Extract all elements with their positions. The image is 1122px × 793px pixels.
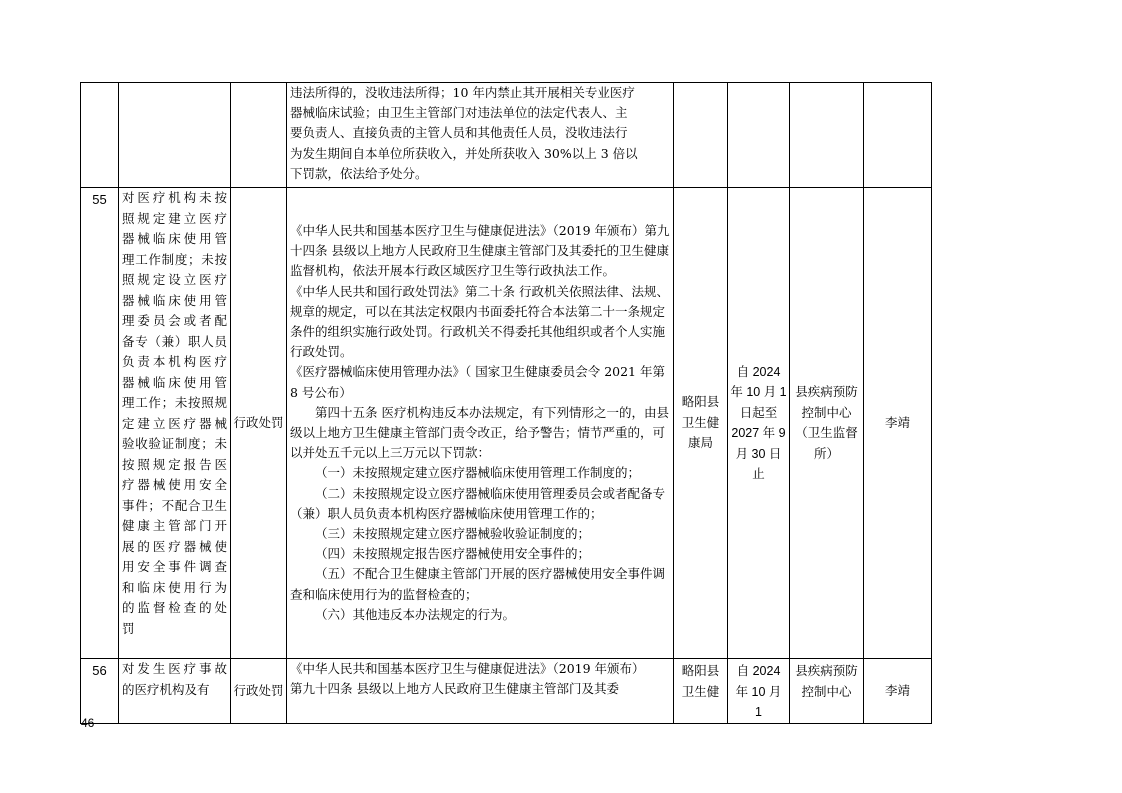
authority-line: 卫生健: [681, 683, 720, 699]
executor-line: 所）: [813, 445, 839, 461]
basis-line: 下罚款，依法给予处分。: [290, 165, 428, 181]
object-line: 的监督检查的处: [122, 600, 227, 615]
cell-object-empty: [119, 83, 231, 188]
enforcement-table: [80, 82, 932, 724]
object-line: 照规定设立医疗: [122, 272, 227, 287]
object-line: 疗器械使用安全: [122, 477, 227, 492]
executor-line: 县疾病预防: [795, 384, 858, 399]
object-line: 理工作制度；未按: [122, 251, 227, 267]
period-line: 日起至: [739, 405, 778, 420]
period-line: 止: [752, 467, 765, 481]
basis-line: 器械临床试验；由卫生主管部门对违法单位的法定代表人、主: [290, 105, 628, 121]
cell-contact: 李靖: [864, 659, 932, 724]
object-line: 器械临床使用管: [122, 374, 227, 390]
authority-line: 康局: [687, 435, 713, 451]
object-line: 健康主管部门开: [122, 518, 227, 533]
cell-basis: [287, 659, 674, 724]
cell-type: 行政处罚: [231, 659, 287, 724]
executor-line: （卫生监督: [795, 425, 858, 440]
cell-object: [119, 188, 231, 659]
executor-line: 控制中心: [801, 683, 852, 699]
authority-line: 略阳县: [681, 394, 720, 410]
basis-line: 违法所得的，没收违法所得；10 年内禁止其开展相关专业医疗: [290, 85, 635, 100]
object-line: 负责本机构医疗: [122, 354, 227, 369]
basis-paragraph: （五）不配合卫生健康主管部门开展的医疗器械使用安全事件调查和临床使用行为的监督检查的；: [290, 566, 666, 602]
object-line: 对发生医疗事故: [122, 661, 227, 676]
object-line: 对医疗机构未按: [122, 190, 227, 205]
cell-period: [728, 659, 790, 724]
period-line: 年 10 月 1: [735, 684, 782, 719]
executor-line: 控制中心: [801, 404, 852, 420]
basis-paragraph: （六）其他违反本办法规定的行为。: [315, 606, 516, 622]
cell-period-empty: [728, 83, 790, 188]
cell-basis-continuation: [287, 83, 674, 188]
period-line: 月 30 日: [735, 446, 782, 461]
cell-executor: [790, 188, 864, 659]
period-line: 2027 年 9: [731, 426, 786, 440]
cell-executor: [790, 659, 864, 724]
basis-paragraph: （四）未按照规定报告医疗器械使用安全事件的；: [315, 546, 591, 562]
basis-paragraph: 《中华人民共和国基本医疗卫生与健康促进法》（2019 年颁布）第九十四条 县级以上地方人民政府卫生健康主管部门及其委托的卫生健康监督机构，依法开展本行政区域医疗卫生等行政执法工作。: [290, 222, 670, 279]
executor-line: 县疾病预防: [795, 663, 858, 678]
basis-paragraph: （二）未按照规定设立医疗器械临床使用管理委员会或者配备专（兼）职人员负责本机构医疗器械临床使用管理工作的；: [290, 485, 666, 521]
object-line: 备专（兼）职人员: [122, 333, 227, 349]
authority-line: 略阳县: [681, 663, 720, 678]
table-row-56: [81, 659, 932, 724]
cell-basis: [287, 188, 674, 659]
page-number: 46: [81, 716, 95, 730]
period-line: 自 2024: [736, 664, 781, 678]
basis-paragraph: 《中华人民共和国行政处罚法》第二十条 行政机关依照法律、法规、规章的规定，可以在其法定权限内书面委托符合本法第二十一条规定条件的组织实施行政处罚。行政机关不得委托其他组织或者个人实施行政处罚。: [290, 283, 669, 360]
object-line: 理委员会或者配: [122, 313, 227, 328]
basis-line: 第九十四条 县级以上地方人民政府卫生健康主管部门及其委: [290, 681, 619, 697]
basis-paragraph: 第四十五条 医疗机构违反本办法规定，有下列情形之一的，由县级以上地方卫生健康主管部门责令改正，给予警告；情节严重的，可以并处五千元以上三万元以下罚款：: [290, 404, 669, 461]
cell-object: [119, 659, 231, 724]
basis-line: 要负责人、直接负责的主管人员和其他责任人员，没收违法行: [290, 125, 628, 141]
cell-authority: [674, 188, 728, 659]
object-line: 验收验证制度；未: [122, 436, 227, 451]
period-line: 自 2024: [736, 364, 781, 379]
cell-period: [728, 188, 790, 659]
basis-paragraph: （三）未按照规定建立医疗器械验收验证制度的；: [315, 526, 591, 542]
period-line: 年 10 月 1: [730, 385, 787, 399]
object-line: 器械临床使用管: [122, 231, 227, 246]
object-line: 用安全事件调查: [122, 559, 227, 574]
cell-type-empty: [231, 83, 287, 188]
object-line: 按照规定报告医: [122, 456, 227, 472]
cell-type: 行政处罚: [231, 188, 287, 659]
basis-paragraph: 《医疗器械临床使用管理办法》（ 国家卫生健康委员会令 2021 年第 8 号公布）: [290, 364, 665, 400]
object-line: 理工作；未按照规: [122, 395, 227, 410]
cell-authority: [674, 659, 728, 724]
cell-contact: 李靖: [864, 188, 932, 659]
cell-number: 55: [81, 188, 119, 659]
object-line: 照规定建立医疗: [122, 210, 227, 226]
cell-number: 56: [81, 659, 119, 724]
basis-paragraph: （一）未按照规定建立医疗器械临床使用管理工作制度的；: [315, 465, 641, 481]
table-row-55: [81, 188, 932, 659]
cell-contact-empty: [864, 83, 932, 188]
object-line: 器械临床使用管: [122, 292, 227, 308]
object-line: 事件；不配合卫生: [122, 497, 227, 513]
object-line: 和临床使用行为: [122, 579, 227, 595]
basis-line: 《中华人民共和国基本医疗卫生与健康促进法》（2019 年颁布）: [290, 661, 645, 676]
table-row-continuation: [81, 83, 932, 188]
cell-authority-empty: [674, 83, 728, 188]
cell-executor-empty: [790, 83, 864, 188]
basis-line: 为发生期间自本单位所获收入，并处所获收入 30%以上 3 倍以: [290, 145, 638, 161]
object-line: 的医疗机构及有: [122, 681, 210, 697]
object-line: 展的医疗器械使: [122, 538, 227, 554]
authority-line: 卫生健: [681, 414, 720, 430]
object-line: 定建立医疗器械: [122, 415, 227, 431]
object-line: 罚: [122, 620, 135, 636]
cell-number-empty: [81, 83, 119, 188]
